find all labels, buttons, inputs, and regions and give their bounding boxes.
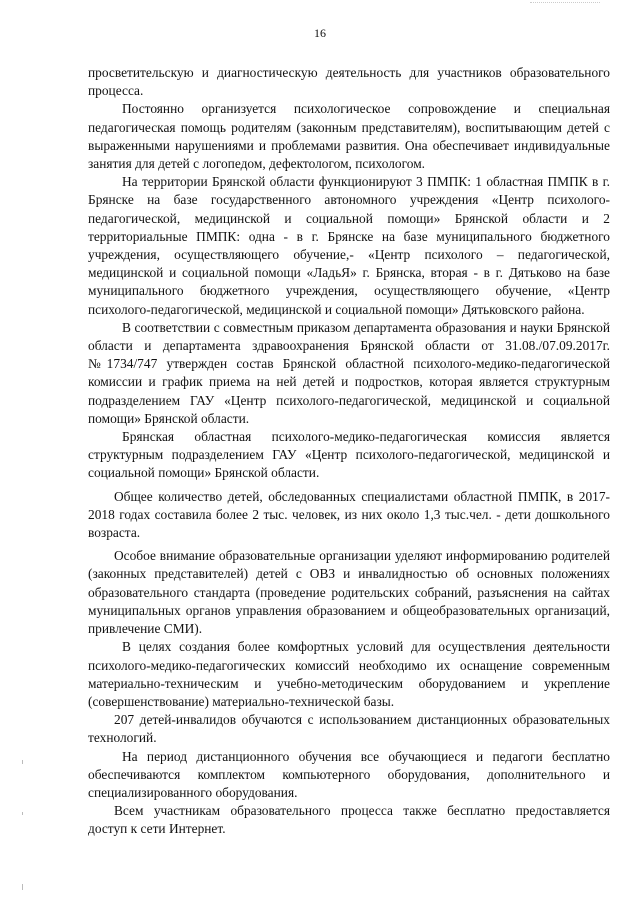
paragraph: На территории Брянской области функционируют 3 ПМПК: 1 областная ПМПК в г. Брянске на базе государственного автономного учреждения «Центр психолого-педагогической, медицинской и социальной помощи» Брянской области и 2 территориальные ПМПК: одна - в г. Брянске на базе муниципального бюджетного учреждения, осуществляющего обучение,- «Центр психолого – педагогической, медицинской и социальной помощи «ЛадьЯ» г. Брянска, вторая - в г. Дятьково на базе муниципального бюджетного учреждения, осуществляющего обучение, «Центр психолого-педагогической, медицинской и социальной помощи» Дятьковского района. bbox=[88, 174, 610, 317]
paragraph: Постоянно организуется психологическое сопровождение и специальная педагогическая помощь родителям (законным представителям), воспитывающим детей с выраженными нарушениями и проблемами развития. Она обеспечивает индивидуальные занятия для детей с логопедом, дефектологом, психологом. bbox=[88, 101, 610, 172]
paragraph: Всем участникам образовательного процесса также бесплатно предоставляется доступ к сети Интернет. bbox=[88, 803, 610, 837]
paragraph: Брянская областная психолого-медико-педагогическая комиссия является структурным подразделением ГАУ «Центр психолого-педагогической, медицинской и социальной помощи» Брянской области. bbox=[88, 429, 610, 481]
scan-artifact bbox=[22, 884, 23, 890]
paragraph: На период дистанционного обучения все обучающиеся и педагоги бесплатно обеспечиваются комплектом компьютерного оборудования, дополнительного и специализированного оборудования. bbox=[88, 748, 610, 800]
paragraph: Общее количество детей, обследованных специалистами областной ПМПК, в 2017-2018 годах составила более 2 тыс. человек, из них около 1,3 тыс.чел. - дети дошкольного возраста. bbox=[88, 488, 610, 541]
paragraph: В соответствии с совместным приказом департамента образования и науки Брянской области и департамента здравоохранения Брянской области от 31.08./07.09.2017г. №1734/747 утвержден состав Брянской областной психолого-медико-педагогической комиссии и график приема на ней детей и подростков, которая является структурным подразделением ГАУ «Центр психолого-педагогической, медицинской и социальной помощи» Брянской области. bbox=[88, 319, 610, 426]
paragraph: В целях создания более комфортных условий для осуществления деятельности психолого-медико-педагогических комиссий необходимо их оснащение современным материально-техническим и учебно-методическим оборудованием и укрепление (совершенствование) материально-технической базы. bbox=[88, 639, 610, 709]
scan-artifact bbox=[22, 760, 23, 764]
scan-artifact bbox=[22, 812, 23, 815]
paragraph: просветительскую и диагностическую деятельность для участников образовательного процесса. bbox=[88, 65, 610, 99]
page-number: 16 bbox=[314, 26, 326, 40]
paragraph: Особое внимание образовательные организации уделяют информированию родителей (законных представителей) детей с ОВЗ и инвалидностью об основных положениях образовательного стандарта (проведение родительских собраний, разъяснения на сайтах муниципальных органов управления образованием и общеобразовательных организаций, привлечение СМИ). bbox=[88, 548, 610, 637]
paragraph: 207 детей-инвалидов обучаются с использованием дистанционных образовательных технологий. bbox=[88, 712, 610, 746]
body-text bbox=[88, 64, 610, 839]
scan-artifact bbox=[530, 2, 600, 4]
